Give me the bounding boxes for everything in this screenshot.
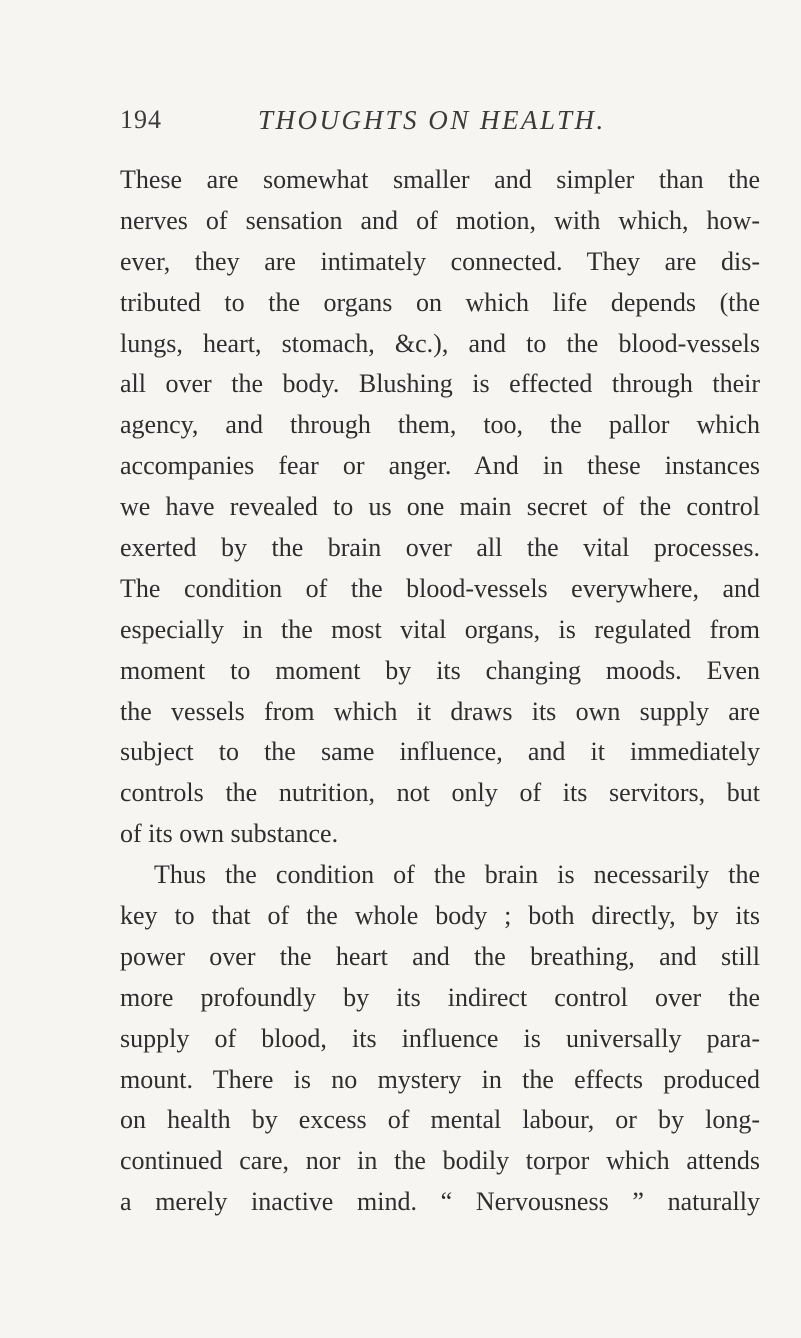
text-line: controls the nutrition, not only of its servitors, but xyxy=(120,778,760,808)
text-line: tributed to the organs on which life depends (the xyxy=(120,287,760,317)
page-number: 194 xyxy=(120,105,162,134)
text-line: accompanies fear or anger. And in these instances xyxy=(120,451,760,481)
body-text xyxy=(120,160,760,1223)
text-line: nerves of sensation and of motion, with which, how- xyxy=(120,205,760,235)
text-line: continued care, nor in the bodily torpor which attends xyxy=(120,1146,760,1176)
text-line: we have revealed to us one main secret of the control xyxy=(120,492,760,522)
text-line: exerted by the brain over all the vital processes. xyxy=(120,533,760,563)
text-line: subject to the same influence, and it immediately xyxy=(120,737,760,767)
text-line: all over the body. Blushing is effected through their xyxy=(120,369,760,399)
paragraph-end-line: of its own substance. xyxy=(120,819,339,849)
text-line: The condition of the blood-vessels everywhere, and xyxy=(120,573,760,603)
text-line: These are somewhat smaller and simpler than the xyxy=(120,165,760,194)
text-line: power over the heart and the breathing, and still xyxy=(120,941,760,971)
text-line: key to that of the whole body ; both directly, by its xyxy=(120,901,760,931)
text-line: moment to moment by its changing moods. Even xyxy=(120,655,760,685)
running-title: THOUGHTS ON HEALTH. xyxy=(258,105,606,135)
text-line: mount. There is no mystery in the effects produced xyxy=(120,1064,760,1094)
text-line: a merely inactive mind. “ Nervousness ” naturally xyxy=(120,1187,760,1217)
text-line: especially in the most vital organs, is regulated from xyxy=(120,614,760,644)
text-line: the vessels from which it draws its own supply are xyxy=(120,696,760,726)
running-head xyxy=(0,105,801,145)
paragraph-start-line: Thus the condition of the brain is necessarily the xyxy=(154,860,760,890)
text-line: supply of blood, its influence is universally para- xyxy=(120,1023,760,1053)
text-line: more profoundly by its indirect control over the xyxy=(120,982,760,1012)
text-line: lungs, heart, stomach, &c.), and to the blood-vessels xyxy=(120,328,760,358)
text-line: ever, they are intimately connected. They are dis- xyxy=(120,246,760,276)
text-line: on health by excess of mental labour, or by long- xyxy=(120,1105,760,1135)
text-line: agency, and through them, too, the pallor which xyxy=(120,410,760,440)
